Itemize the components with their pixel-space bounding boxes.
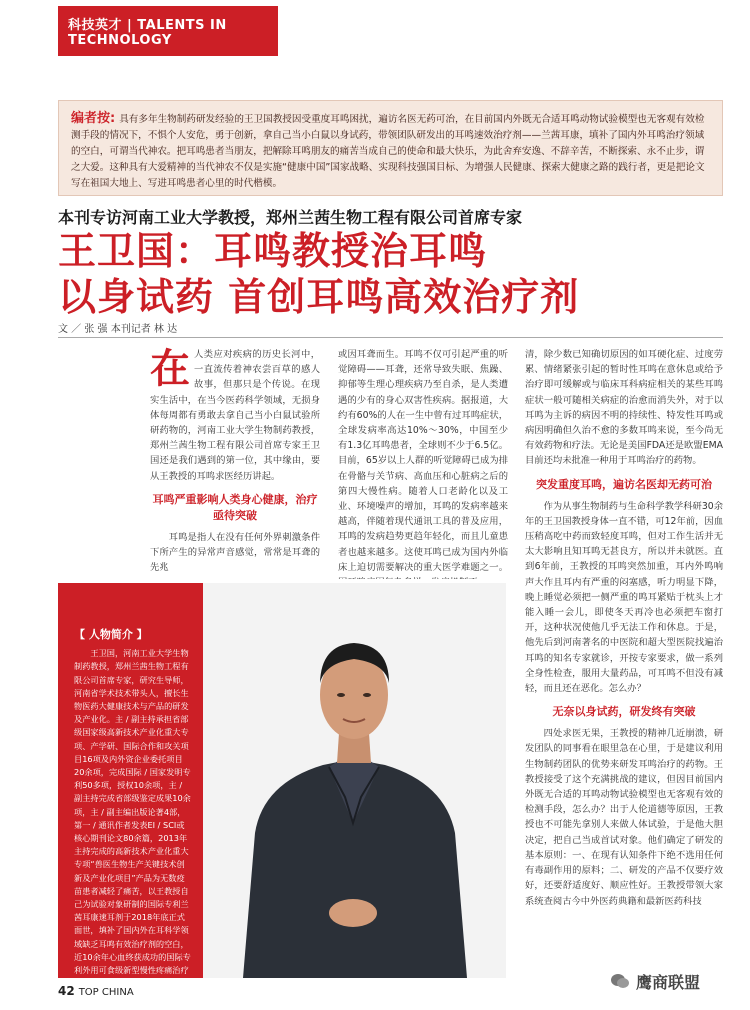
- column-2-paragraph-1: 或因耳聋而生。耳鸣不仅可引起严重的听觉障碍——耳聋，还常导致失眠、焦躁、抑郁等生理心理疾病乃至自杀，是人类遭遇的少有的身心双害性疾病。据报道，大约有60%的人在一生中曾有过耳鸣症状，全球发病率高达10%～30%，中国至少有1.3亿耳鸣患者，全球则不少于6.5亿。目前，65岁以上人群的听觉障碍已成为排在骨骼与关节病、高血压和心脏病之后的第四大慢性病。随着人口老龄化以及工业、环境噪声的增加，耳鸣的发病率越来越高，伴随着现代通讯工具的普及应用，耳鸣的发病趋势更趋年轻化，而且儿童患者也越来越多。这使耳鸣已成为国内外临床上迫切需要解决的重大医学难题之一。: [338, 349, 508, 573]
- article-column-1: [150, 347, 320, 579]
- article-subtitle: 本刊专访河南工业大学教授，郑州兰茜生物工程有限公司首席专家: [58, 208, 523, 227]
- column-1-section-heading: 耳鸣严重影响人类身心健康，治疗亟待突破: [152, 492, 318, 522]
- wechat-icon: [610, 973, 630, 989]
- page-number: 42: [58, 984, 75, 998]
- editor-note: [58, 100, 723, 196]
- profile-title: 【 人物简介 】: [74, 628, 148, 641]
- column-3-section-heading-2: 无奈以身试药，研发终有突破: [552, 705, 696, 719]
- magazine-name: TOP CHINA: [78, 987, 134, 998]
- article-headline: [58, 228, 723, 320]
- editor-note-label: 编者按:: [71, 111, 116, 126]
- portrait-photo: [203, 583, 506, 978]
- dropcap: 在: [150, 347, 190, 392]
- headline-line-1: 王卫国：耳鸣教授治耳鸣: [58, 229, 488, 273]
- article-column-3: [525, 347, 723, 977]
- column-3-paragraph-3: 四处求医无果，王教授的精神几近崩溃，研发团队的同事看在眼里急在心里，于是建议利用生物制药团队的优势来研发耳鸣治疗的药物。王教授接受了这个充满挑战的建议，但因目前国内外既无合适的耳鸣动物试验模型也无客观有效的检测手段，怎么办？出于人伦道德等原因，王教授也不可能先拿别人来做人体试验，于是他大胆决定，把自己当成首试对象。他们确定了研发的基本原则：一、在现有认知条件下绝不选用任何有毒副作用的原料；二、研发的产品不仅要疗效好，还要舒适度好、顺应性好。王教授带领大家系统查阅古今中外医药典籍和最新医药科技: [525, 728, 723, 907]
- watermark-text: 鹰商联盟: [636, 972, 701, 992]
- column-1-paragraph-1: 人类应对疾病的历史长河中，一直流传着神农尝百草的感人故事，但那只是个传说。在现实生活中，在当今医药科学领域，无损身体每周都有勇敢去拿自己当小白鼠试验所研药物的，河南工业大学生物制药教授，郑州兰茜生物工程有限公司首席专家王卫国还是我们遇到的第一位，其中缘由，要从王教授的耳鸣求医经历讲起。: [150, 349, 320, 482]
- column-3-paragraph-1: 清，除少数已知确切原因的如耳硬化症、过度劳累、情绪紧张引起的暂时性耳鸣在意休息或给予治疗即可缓解或与临床耳科病症相关的某些耳鸣症状一般可随相关病症的治愈而消失外，对于以耳鸣为主诉的病因不明的持续性、特发性耳鸣或病因明确但久治不愈的多数耳鸣来说，至今尚无有效药物和疗法。无论是美国FDA还是欧盟EMA目前还均未批准一种用于耳鸣治疗的药物。: [525, 349, 723, 467]
- page-footer: [58, 984, 134, 998]
- editor-note-text: 具有多年生物制药研发经验的王卫国教授因受重度耳鸣困扰，遍访名医无药可治，在目前国内外既无合适耳鸣动物试验模型也无客观有效检测手段的情况下，不惧个人安危，勇于创新，拿自己当小白鼠以身试药，带领团队研发出的耳鸣速效治疗剂——兰茜耳康，填补了国内外耳鸣治疗领域的空白，可谓当代神农。把耳鸣患者当朋友，把解除耳鸣朋友的痛苦当成自己的使命和最大快乐，为此舍弃安逸、不辞辛苦，不断探索、永不止步，谓之大爱。这种具有大爱精神的当代神农不仅是实施“健康中国”国家战略、实现科技强国目标、为增强人民健康、探索大健康之路的践行者，更是把论文写在祖国大地上、写进耳鸣患者心里的时代楷模。: [71, 114, 705, 189]
- divider: [58, 337, 723, 338]
- profile-box: [58, 583, 203, 978]
- profile-text: 王卫国，河南工业大学生物制药教授，郑州兰茜生物工程有限公司首席专家，研究生导师，河南省学术技术带头人，擅长生物医药大健康技术与产品的研发及产业化。主 / 副主持承担省部级国家级高新技术产业化重大专项、产学研、国际合作和攻关项目16项及内外资企业委托项目20余项，完成国际 / 国家发明专利50多项，授权10余项，主 / 副主持完成省部级鉴定成果10余项，主 / 副主编出版论著4部，第一 / 通讯作者发表EI / SCI或核心期刊论文80余篇，2013年主持完成的高新技术产业化重大专项“兽医生物生产关键技术创新及产业化项目”产品为无数疫苗患者减轻了痛苦，以王教授自己为试验对象研制的国际专利兰茜耳康速耳剂于2018年底正式面世，填补了国内外在耳科学领域缺乏耳鸣有效治疗剂的空白，近10余年心血终获成功的国际专利外用可食级新型慢性疼痛治疗: [74, 648, 191, 976]
- column-3-paragraph-2: 作为从事生物制药与生命科学教学科研30余年的王卫国教授身体一直不错，可12年前，因血压稍高吃中药而致轻度耳鸣，但对工作生活并无太大影响且知耳鸣无甚良方，所以并未就医。直到6年前，王教授的耳鸣突然加重，耳内外鸣响声大作且耳内有严重的闷塞感，听力明显下降，晚上睡觉必须把一侧严重的鸣耳紧贴于枕头上才能入睡一会儿，即使冬天再冷也必须把车窗打开，这种状况使他几乎无法工作和休息。于是，他先后到河南著名的中医院和超大型医院找遍治耳鸣的知名专家就诊，开按专家要求，做一系列全身性检查，服用大量药品，可耳鸣不但没有减轻，而且还在恶化。怎么办？: [525, 500, 723, 695]
- watermark: [610, 966, 730, 996]
- article-column-2: [338, 347, 508, 579]
- section-tag: 科技英才 | TALENTS IN TECHNOLOGY: [58, 6, 278, 56]
- column-1-paragraph-2: 耳鸣是指人在没有任何外界刺激条件下所产生的异常声音感觉，常常是耳聋的先兆: [150, 531, 320, 574]
- byline: 文 ／ 张 强 本刊记者 林 达: [58, 324, 178, 335]
- portrait-illustration: [203, 583, 506, 978]
- column-3-section-heading: 突发重度耳鸣，遍访名医却无药可治: [536, 477, 712, 491]
- headline-line-2: 以身试药 首创耳鸣高效治疗剂: [58, 275, 580, 319]
